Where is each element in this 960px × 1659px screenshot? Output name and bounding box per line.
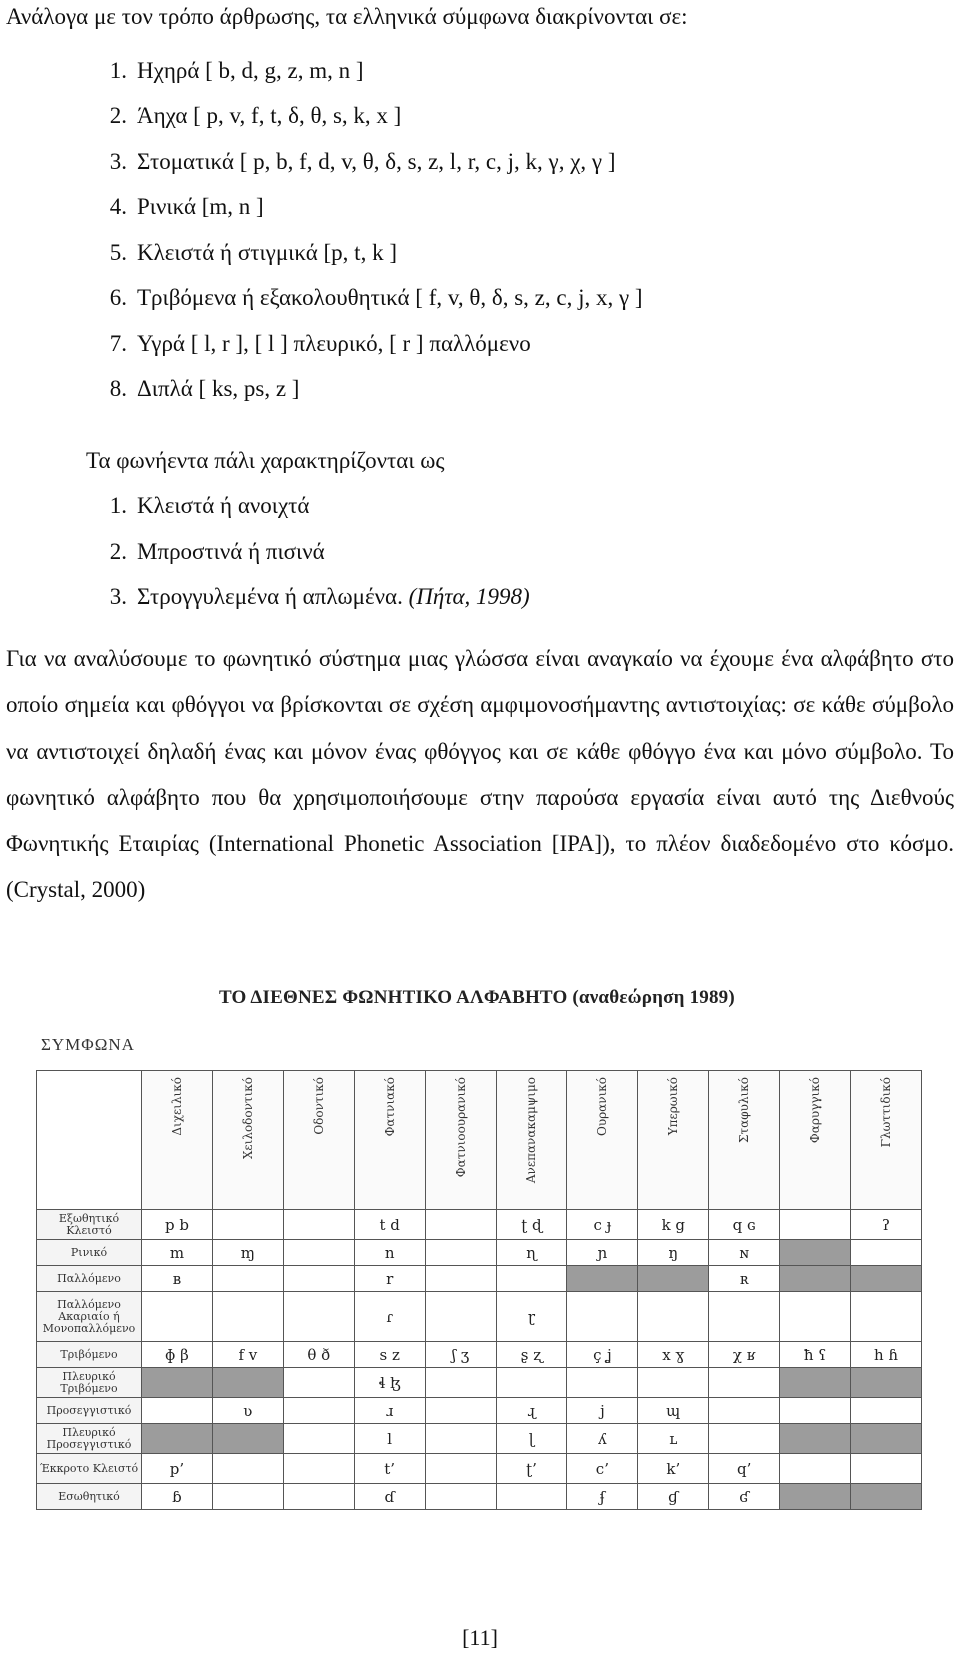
table-cell	[851, 1454, 922, 1484]
consonant-item-1: 1. Ηχηρά [ b, d, g, z, m, n ]	[109, 58, 364, 83]
table-row	[37, 1484, 922, 1510]
table-row	[37, 1424, 922, 1454]
consonant-item-8: 8. Διπλά [ ks, ps, z ]	[109, 376, 300, 401]
figure-title: ΤΟ ΔΙΕΘΝΕΣ ΦΩΝΗΤΙΚΟ ΑΛΦΑΒΗΤΟ (αναθεώρηση 1989)	[219, 987, 735, 1008]
table-cell: k g	[638, 1210, 709, 1240]
table-cell	[567, 1368, 638, 1398]
column-header: Φατνιακό	[354, 1071, 425, 1210]
table-cell: t’	[354, 1454, 425, 1484]
table-cell	[851, 1484, 922, 1510]
table-cell: ɭ	[496, 1424, 567, 1454]
table-cell	[780, 1266, 851, 1292]
table-cell	[780, 1454, 851, 1484]
table-cell: t d	[354, 1210, 425, 1240]
row-label: Εσωθητικό	[37, 1484, 142, 1510]
table-cell	[212, 1484, 283, 1510]
table-cell: j	[567, 1398, 638, 1424]
table-row	[37, 1454, 922, 1484]
table-row	[37, 1240, 922, 1266]
table-cell	[212, 1292, 283, 1342]
table-row	[37, 1342, 922, 1368]
table-cell	[212, 1454, 283, 1484]
table-header-row	[37, 1071, 922, 1210]
table-cell	[851, 1266, 922, 1292]
table-cell	[283, 1266, 354, 1292]
table-cell	[425, 1240, 496, 1266]
column-header: Ουρανικό	[567, 1071, 638, 1210]
table-cell	[283, 1210, 354, 1240]
table-cell	[425, 1398, 496, 1424]
table-cell: ʔ	[851, 1210, 922, 1240]
table-cell: c’	[567, 1454, 638, 1484]
table-cell	[780, 1368, 851, 1398]
table-cell: ɰ	[638, 1398, 709, 1424]
table-cell: x ɣ	[638, 1342, 709, 1368]
table-cell	[851, 1424, 922, 1454]
column-header: Φατνιοουρανικό	[425, 1071, 496, 1210]
vowel-item-2: 2. Μπροστινά ή πισινά	[109, 539, 325, 564]
table-cell	[283, 1424, 354, 1454]
column-header: Φαρυγγικό	[780, 1071, 851, 1210]
table-cell: ʃ ʒ	[425, 1342, 496, 1368]
table-cell	[851, 1240, 922, 1266]
column-header: Σταφυλικό	[709, 1071, 780, 1210]
table-cell: p b	[142, 1210, 213, 1240]
table-cell	[709, 1424, 780, 1454]
table-cell: ʈ’	[496, 1454, 567, 1484]
table-row	[37, 1398, 922, 1424]
table-cell	[142, 1368, 213, 1398]
table-cell: p’	[142, 1454, 213, 1484]
table-row	[37, 1266, 922, 1292]
table-cell: ʟ	[638, 1424, 709, 1454]
table-cell	[496, 1484, 567, 1510]
figure-subtitle: ΣΥΜΦΩΝΑ	[41, 1035, 135, 1054]
table-cell	[142, 1424, 213, 1454]
table-row	[37, 1292, 922, 1342]
consonant-item-2: 2. Άηχα [ p, v, f, t, δ, θ, s, k, x ]	[109, 103, 402, 128]
consonant-item-4: 4. Ρινικά [m, n ]	[109, 194, 264, 219]
table-cell	[496, 1368, 567, 1398]
table-cell	[212, 1368, 283, 1398]
table-cell: ɸ β	[142, 1342, 213, 1368]
table-cell	[709, 1398, 780, 1424]
consonant-item-6: 6. Τριβόμενα ή εξακολουθητικά [ f, v, θ, δ, s, z, c, j, x, γ ]	[109, 285, 643, 310]
column-header: Χειλοδοντικό	[212, 1071, 283, 1210]
table-cell	[425, 1292, 496, 1342]
table-cell: n	[354, 1240, 425, 1266]
table-cell	[212, 1266, 283, 1292]
table-cell	[780, 1484, 851, 1510]
table-cell	[567, 1292, 638, 1342]
table-cell	[638, 1266, 709, 1292]
table-cell: ɴ	[709, 1240, 780, 1266]
table-corner	[37, 1071, 142, 1210]
table-cell: χ ʁ	[709, 1342, 780, 1368]
table-cell	[425, 1266, 496, 1292]
table-cell: ʛ	[709, 1484, 780, 1510]
table-cell	[780, 1424, 851, 1454]
table-cell: m	[142, 1240, 213, 1266]
table-cell: l	[354, 1424, 425, 1454]
row-label: Παλλόμενο Ακαριαίο ή Μονοπαλλόμενο	[37, 1292, 142, 1342]
consonant-item-3: 3. Στοματικά [ p, b, f, d, v, θ, δ, s, z, l, r, c, j, k, γ, χ, γ ]	[109, 149, 616, 174]
table-cell	[283, 1292, 354, 1342]
table-cell	[142, 1398, 213, 1424]
column-header: Ανεπανακαμψιμο	[496, 1071, 567, 1210]
row-label: Έκκροτο Κλειστό	[37, 1454, 142, 1484]
column-header: Γλωττιδικό	[851, 1071, 922, 1210]
consonant-item-5: 5. Κλειστά ή στιγμικά [p, t, k ]	[109, 240, 397, 265]
table-row	[37, 1210, 922, 1240]
page-number: [11]	[462, 1625, 498, 1650]
column-header: Υπερωικό	[638, 1071, 709, 1210]
table-cell	[283, 1484, 354, 1510]
table-cell	[851, 1398, 922, 1424]
table-cell	[709, 1368, 780, 1398]
table-cell: ɾ	[354, 1292, 425, 1342]
table-cell: ʀ	[709, 1266, 780, 1292]
row-label: Τριβόμενο	[37, 1342, 142, 1368]
table-cell	[212, 1424, 283, 1454]
table-cell: ɠ	[638, 1484, 709, 1510]
table-cell: ɬ ɮ	[354, 1368, 425, 1398]
body-paragraph: Για να αναλύσουμε το φωνητικό σύστημα μιας γλώσσα είναι αναγκαίο να έχουμε ένα αλφάβητο στο οποίο σημεία και φθόγγοι να βρίσκονται σε σχέση αμφιμονοσήμαντης αντιστοιχίας: σε κάθε σύμβολο να αντιστοιχεί δηλαδή ένας και μόνον ένας φθόγγος και σε κάθε φθόγγο ένα και μόνο σύμβολο. Το φωνητικό αλφάβητο που θα χρησιμοποιήσουμε στην παρούσα εργασία είναι αυτό της Διεθνούς Φωνητικής Εταιρίας (International Phonetic Association [IPA]), το πλέον διαδεδομένο στο κόσμο. (Crystal, 2000)	[6, 646, 954, 903]
table-cell: c ɟ	[567, 1210, 638, 1240]
table-cell	[780, 1292, 851, 1342]
table-cell	[283, 1454, 354, 1484]
table-cell	[425, 1484, 496, 1510]
table-cell: ŋ	[638, 1240, 709, 1266]
row-label: Πλευρικό Προσεγγιστικό	[37, 1424, 142, 1454]
row-label: Παλλόμενο	[37, 1266, 142, 1292]
ipa-chart-figure	[36, 975, 936, 1535]
row-label: Πλευρικό Τριβόμενο	[37, 1368, 142, 1398]
row-label: Ρινικό	[37, 1240, 142, 1266]
table-cell	[283, 1368, 354, 1398]
table-cell: ɓ	[142, 1484, 213, 1510]
table-cell: ɽ	[496, 1292, 567, 1342]
table-cell: h ɦ	[851, 1342, 922, 1368]
table-cell	[425, 1424, 496, 1454]
column-header: Διχειλικό	[142, 1071, 213, 1210]
table-cell	[212, 1210, 283, 1240]
consonant-item-7: 7. Υγρά [ l, r ], [ l ] πλευρικό, [ r ] παλλόμενο	[109, 331, 531, 356]
vowel-item-1: 1. Κλειστά ή ανοιχτά	[109, 493, 310, 518]
table-cell: ʋ	[212, 1398, 283, 1424]
table-cell: ʙ	[142, 1266, 213, 1292]
table-cell: θ ð	[283, 1342, 354, 1368]
table-cell: ɻ	[496, 1398, 567, 1424]
table-cell: ɳ	[496, 1240, 567, 1266]
ipa-consonant-table	[36, 1070, 922, 1510]
intro-sentence: Ανάλογα με τον τρόπο άρθρωσης, τα ελληνικά σύμφωνα διακρίνονται σε:	[6, 4, 688, 29]
table-cell: s z	[354, 1342, 425, 1368]
table-cell	[283, 1398, 354, 1424]
table-cell: ɹ	[354, 1398, 425, 1424]
table-cell	[567, 1266, 638, 1292]
table-cell: q ɢ	[709, 1210, 780, 1240]
table-cell	[780, 1398, 851, 1424]
table-cell: q’	[709, 1454, 780, 1484]
table-cell	[425, 1368, 496, 1398]
table-cell	[496, 1266, 567, 1292]
table-cell: ɱ	[212, 1240, 283, 1266]
table-cell: ç ʝ	[567, 1342, 638, 1368]
table-cell: ʈ ɖ	[496, 1210, 567, 1240]
table-cell: ɗ	[354, 1484, 425, 1510]
vowel-item-3: 3. Στρογγυλεμένα ή απλωμένα. (Πήτα, 1998)	[109, 584, 530, 609]
table-cell	[851, 1368, 922, 1398]
table-cell	[709, 1292, 780, 1342]
table-cell: ʄ	[567, 1484, 638, 1510]
table-cell	[283, 1240, 354, 1266]
table-cell: ħ ʕ	[780, 1342, 851, 1368]
table-cell: k’	[638, 1454, 709, 1484]
table-cell: f v	[212, 1342, 283, 1368]
table-cell	[425, 1454, 496, 1484]
table-cell: ʂ ʐ	[496, 1342, 567, 1368]
column-header: Οδοντικό	[283, 1071, 354, 1210]
table-cell	[638, 1292, 709, 1342]
table-cell	[780, 1210, 851, 1240]
row-label: Προσεγγιστικό	[37, 1398, 142, 1424]
row-label: Εξωθητικό Κλειστό	[37, 1210, 142, 1240]
table-cell	[851, 1292, 922, 1342]
table-cell: ʎ	[567, 1424, 638, 1454]
vowel-heading: Τα φωνήεντα πάλι χαρακτηρίζονται ως	[86, 448, 445, 473]
table-cell	[780, 1240, 851, 1266]
table-cell	[142, 1292, 213, 1342]
table-cell	[638, 1368, 709, 1398]
table-cell	[425, 1210, 496, 1240]
table-row	[37, 1368, 922, 1398]
table-cell: r	[354, 1266, 425, 1292]
citation: (Πήτα, 1998)	[408, 584, 530, 609]
table-cell: ɲ	[567, 1240, 638, 1266]
